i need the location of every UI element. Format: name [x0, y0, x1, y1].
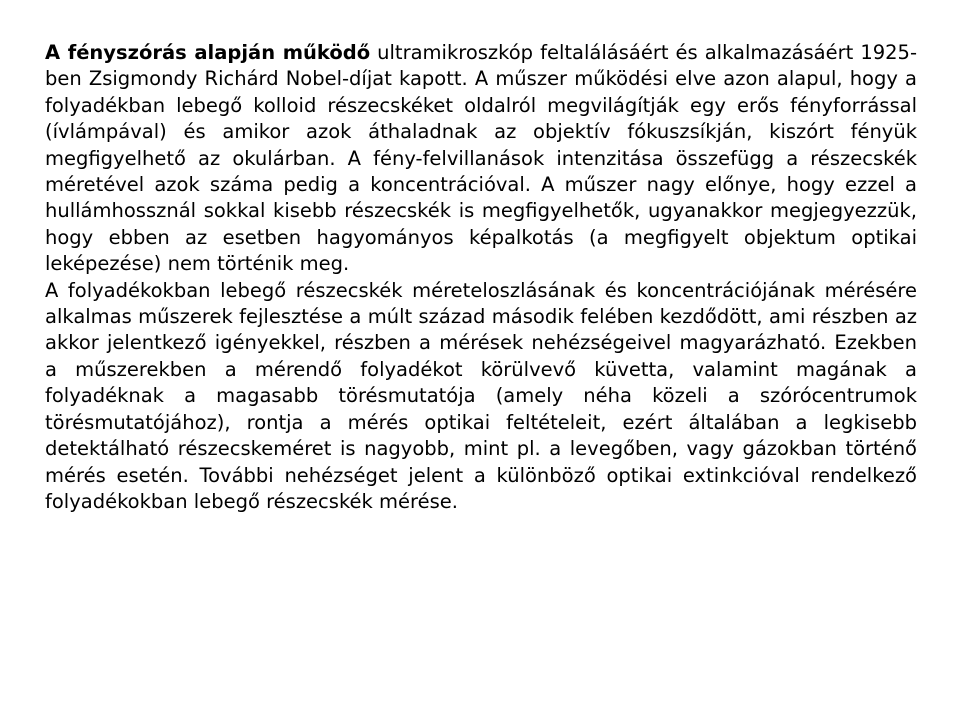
- paragraph-liquid-measurement: [45, 278, 917, 516]
- paragraph-lead-bold: A fényszórás alapján működő: [45, 41, 371, 64]
- paragraph-body: A folyadékokban lebegő részecskék méreteloszlásának és koncentrációjának mérésére alkalmas műszerek fejlesztése a múlt század második felében kezdődött, ami részben az akkor jelentkező igényekkel, részben a mérések nehézségeivel magyarázható. Ezekben a műszerekben a mérendő folyadékot körülvevő küvetta, valamint magának a folyadéknak a magasabb törésmutatója (amely néha közeli a szórócentrumok törésmutatójához), rontja a mérés optikai feltételeit, ezért általában a legkisebb detektálható részecskeméret is nagyobb, mint pl. a levegőben, vagy gázokban történő mérés esetén. További nehézséget jelent a különböző optikai extinkcióval rendelkező folyadékokban lebegő részecskék mérése.: [45, 278, 917, 513]
- paragraph-body: ultramikroszkóp feltalálásáért és alkalmazásáért 1925-ben Zsigmondy Richárd Nobel-díjat kapott. A műszer működési elve azon alapul, hogy a folyadékban lebegő kolloid részecskéket oldalról megvilágítják egy erős fényforrással (ívlámpával) és amikor azok áthaladnak az objektív fókuszsíkján, kiszórt fényük megfigyelhető az okulárban. A fény-felvillanások intenzitása összefügg a részecskék méretével azok száma pedig a koncentrációval. A műszer nagy előnye, hogy ezzel a hullámhossznál sokkal kisebb részecskék is megfigyelhetők, ugyanakkor megjegyezzük, hogy ebben az esetben hagyományos képalkotás (a megfigyelt objektum optikai leképezése) nem történik meg.: [45, 41, 917, 276]
- paragraph-ultramicroscope: [45, 40, 917, 278]
- slide-text-body: [45, 40, 917, 515]
